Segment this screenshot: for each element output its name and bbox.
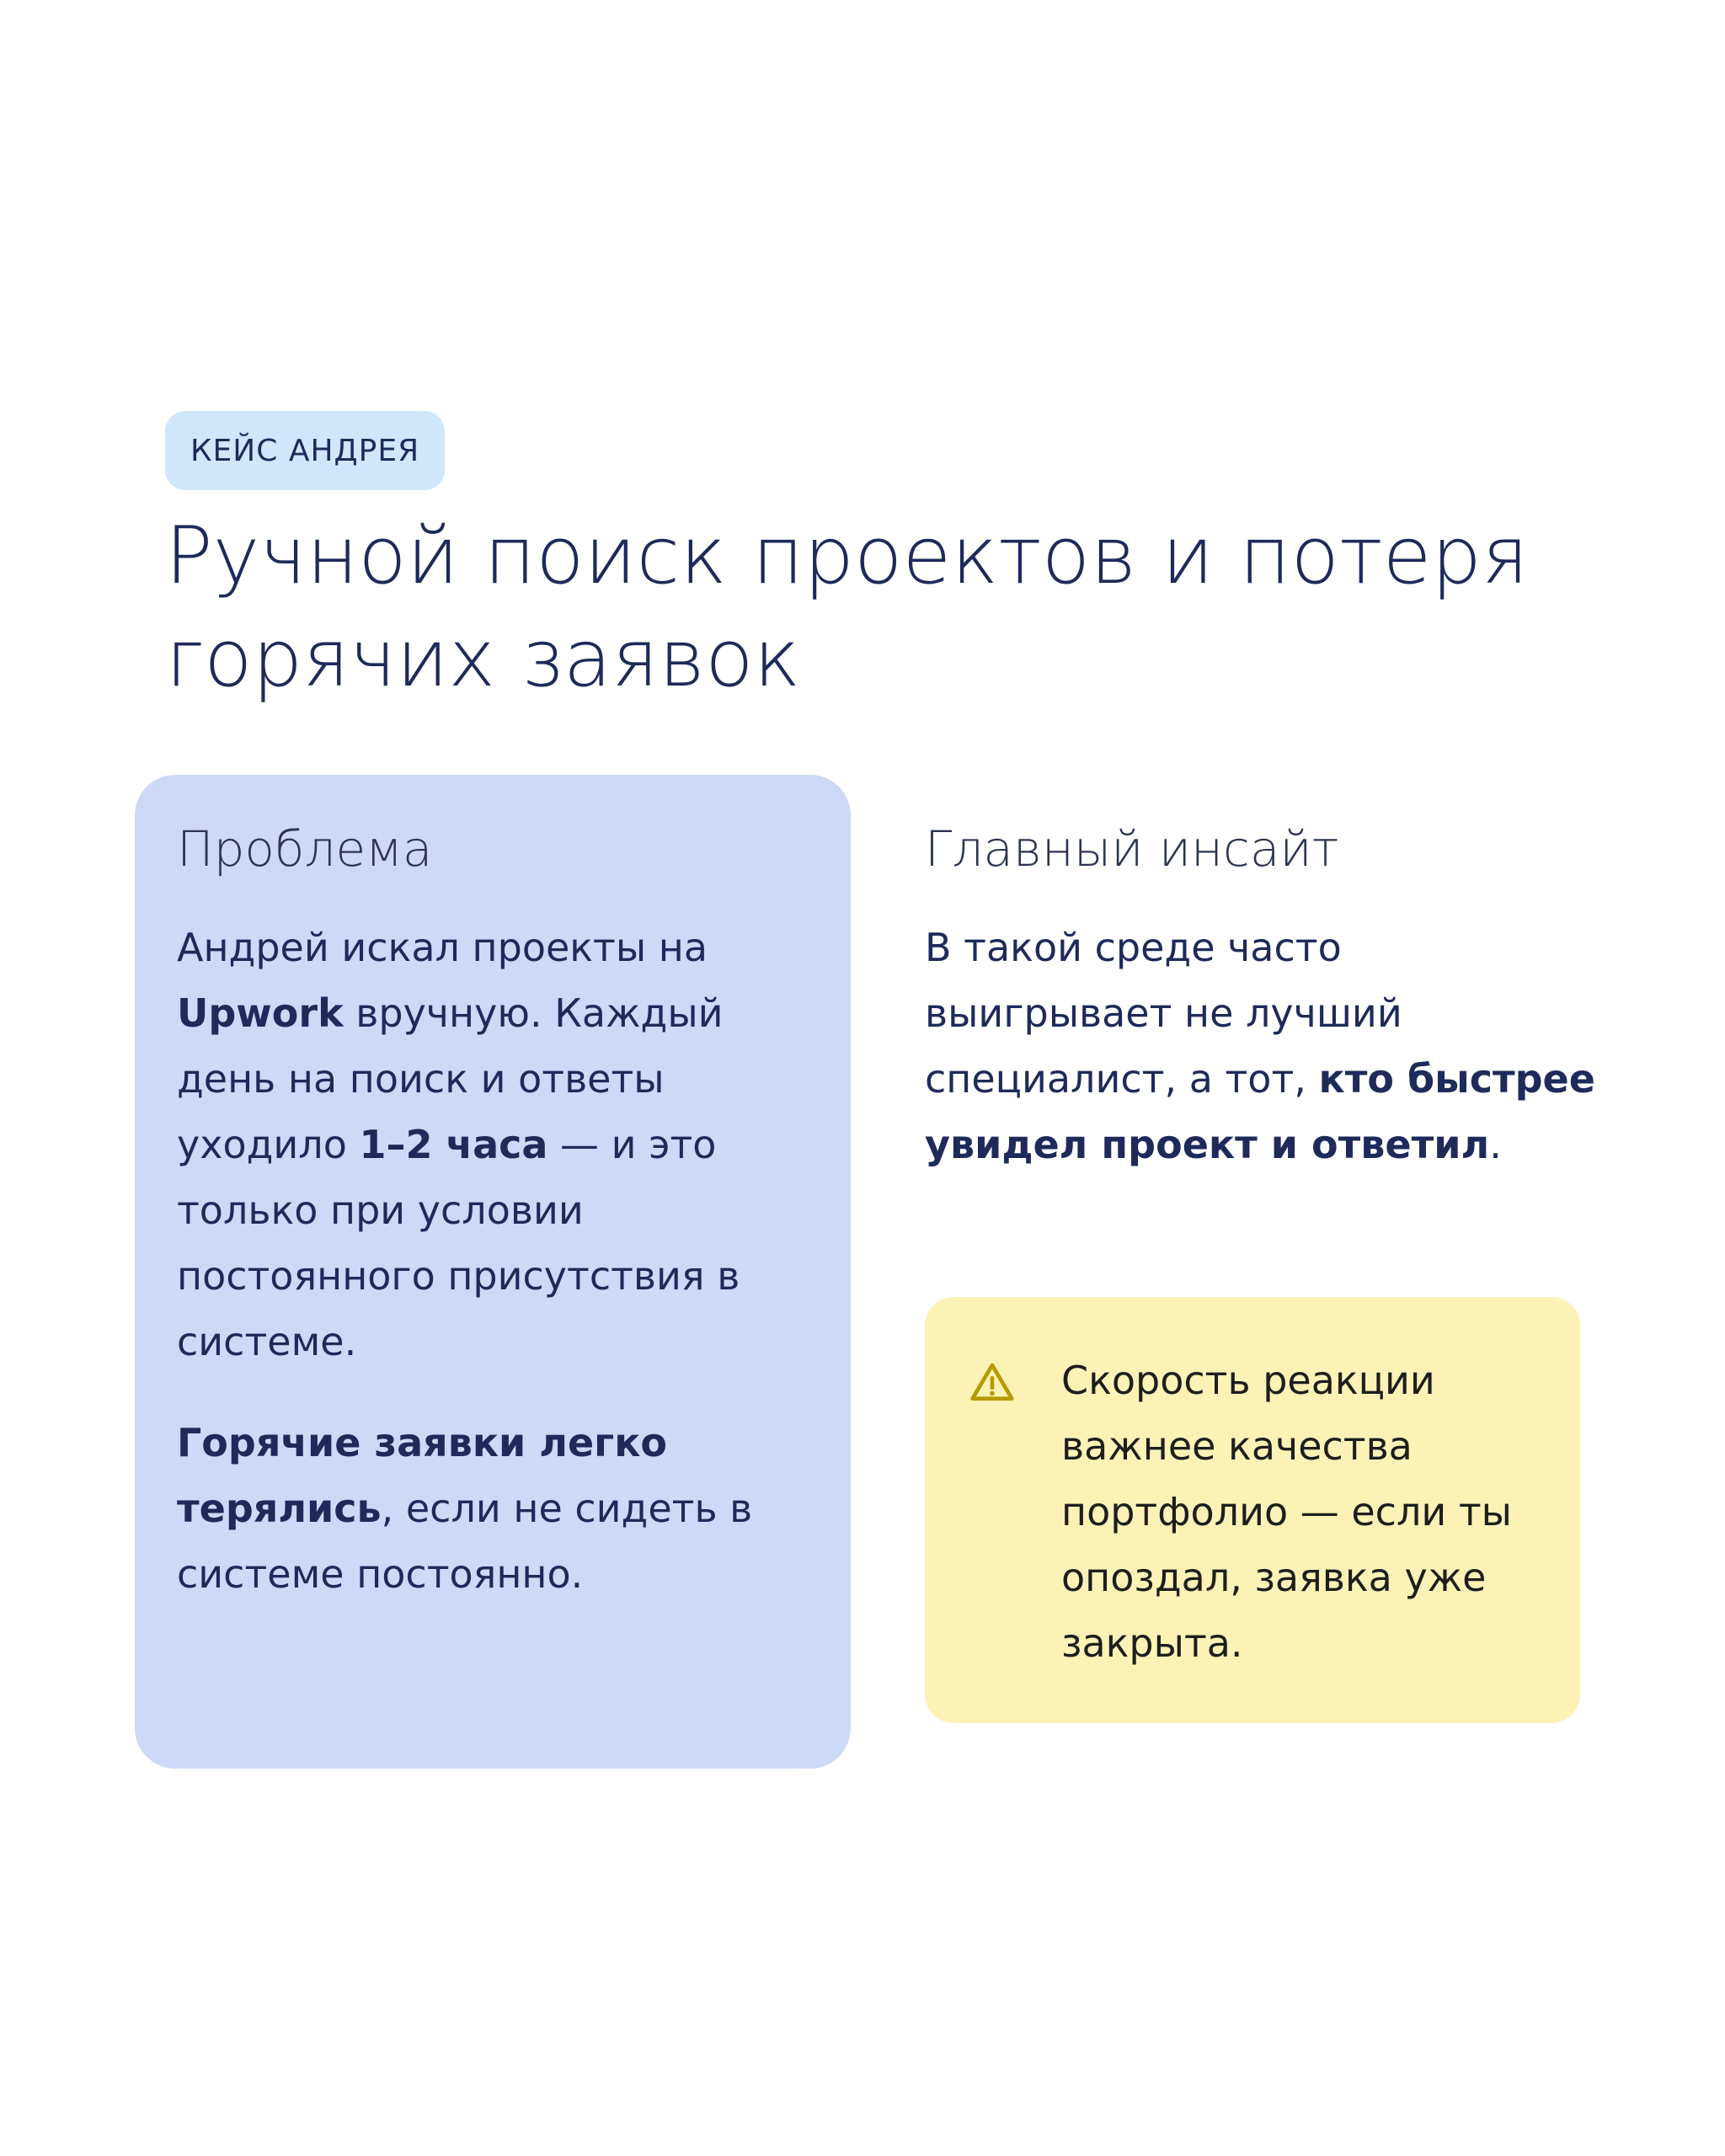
insight-text-1: В такой среде часто выигрывает не лучший специалист, а тот, — [925, 925, 1402, 1102]
insight-section — [925, 775, 1599, 1177]
insight-heading: Главный инсайт — [925, 820, 1339, 878]
problem-text-1: Андрей искал проекты на — [177, 925, 708, 970]
insight-text-2: . — [1489, 1122, 1502, 1167]
insight-paragraph — [925, 915, 1599, 1177]
problem-text-2: вручную. Каждый день на поиск и ответы уходило — [177, 990, 724, 1167]
warning-icon — [969, 1359, 1016, 1406]
problem-heading: Проблема — [177, 820, 433, 878]
problem-text-3: — и это только при условии постоянного присутствия в системе. — [177, 1122, 740, 1364]
problem-paragraph-2 — [177, 1410, 809, 1607]
problem-bold-upwork: Upwork — [177, 990, 344, 1036]
note-card — [925, 1297, 1580, 1723]
case-tag: КЕЙС АНДРЕЯ — [165, 411, 445, 490]
problem-text-4: , если не сидеть в системе постоянно. — [177, 1486, 753, 1597]
problem-paragraph-1 — [177, 915, 809, 1374]
note-text: Скорость реакции важнее качества портфолио — если ты опоздал, заявка уже закрыта. — [1061, 1358, 1512, 1666]
problem-card — [135, 775, 851, 1769]
problem-bold-hours: 1–2 часа — [359, 1122, 548, 1167]
problem-bold-hot-leads: Горячие заявки легко терялись — [177, 1420, 668, 1531]
insight-bold: кто быстрее увидел проект и ответил — [925, 1056, 1595, 1167]
page-title: Ручной поиск проектов и потеря горячих заявок — [165, 510, 1529, 705]
